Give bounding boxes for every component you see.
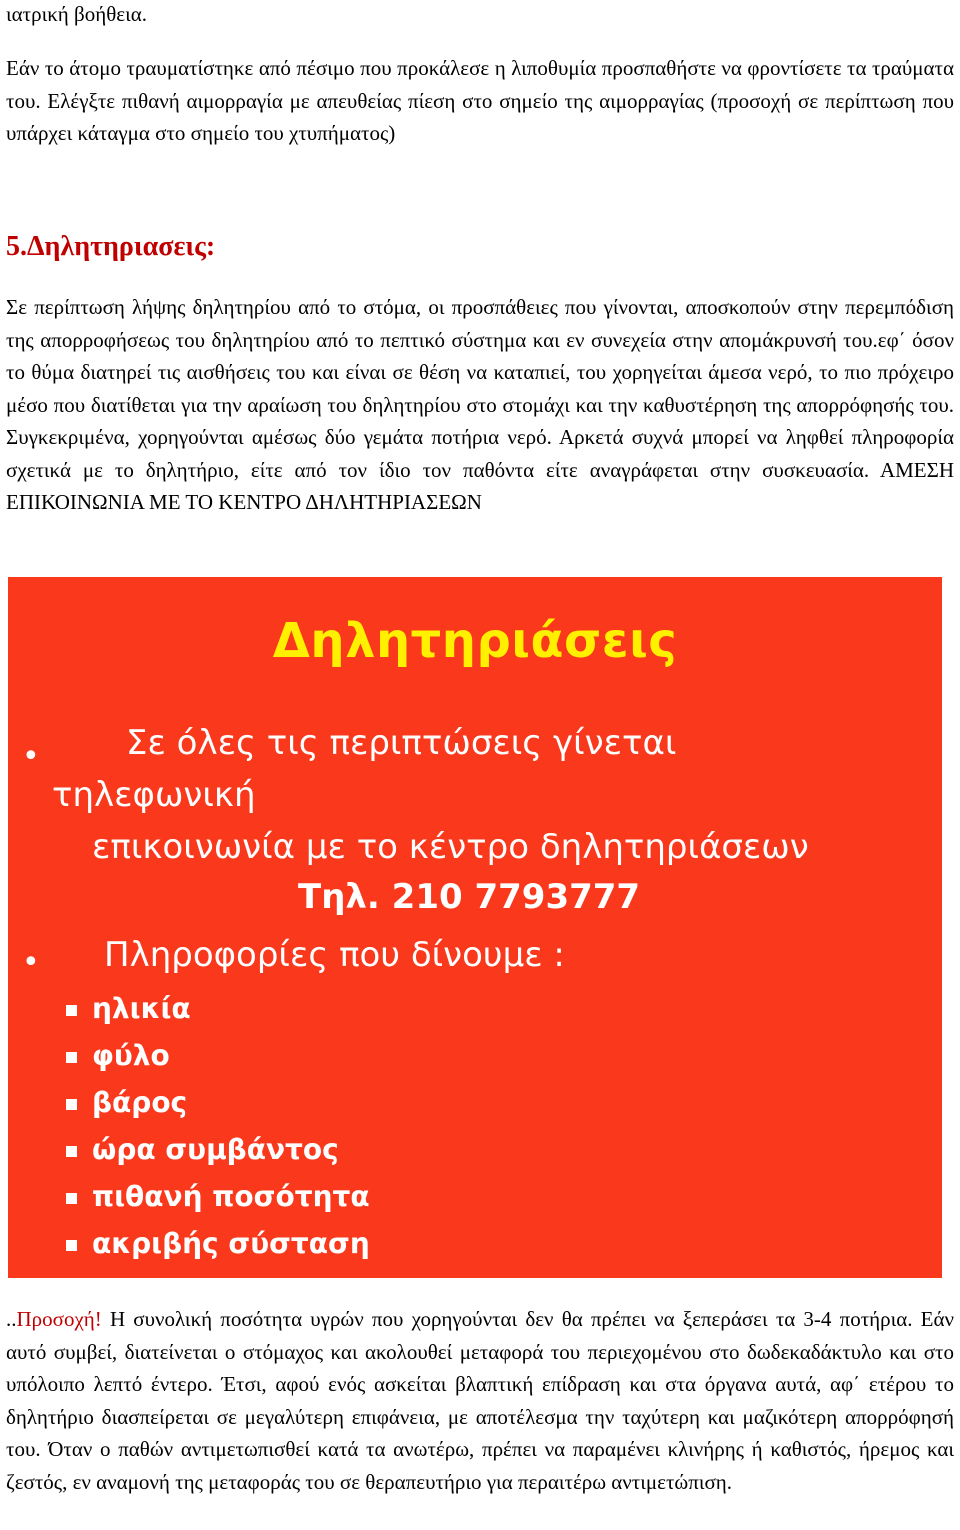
poster-item-composition: ακριβής σύσταση: [92, 1227, 370, 1260]
warning-word: Προσοχή!: [16, 1307, 102, 1331]
poster-line-all-cases: Σε όλες τις περιπτώσεις γίνεται: [126, 723, 677, 763]
poster-item-weight: βάρος: [92, 1086, 188, 1119]
bullet-icon: •: [22, 739, 40, 774]
top-line: ιατρική βοήθεια.: [6, 2, 147, 26]
paragraph-injury: Εάν το άτομο τραυματίστηκε από πέσιμο που προκάλεσε η λιποθυμία προσπαθήστε να φροντίσετε τα τραύματα του. Ελέγξτε πιθανή αιμορραγία με απευθείας πίεση στο σημείο της αιμορραγίας (προσοχή σε περίπτωση που υπάρχει κάταγμα στο σημείο του χτυπήματος): [6, 56, 954, 145]
poster-info-heading: Πληροφορίες που δίνουμε :: [104, 935, 565, 975]
paragraph-warning: [6, 1303, 954, 1498]
poster-item-quantity: πιθανή ποσότητα: [92, 1180, 370, 1213]
paragraph-poisoning: Σε περίπτωση λήψης δηλητηρίου από το στόμα, οι προσπάθειες που γίνονται, αποσκοπούν στην περεμπόδιση της απορροφήσεως του δηλητηρίου από το πεπτικό σύστημα και εν συνεχεία στην απομάκρυνσή του.εφ΄ όσον το θύμα διατηρεί τις αισθήσεις του και είναι σε θέση να καταπιεί, του χορηγείται άμεσα νερό, το πιο πρόχειρο μέσο που διατίθεται για την αραίωση του δηλητηρίου στο στομάχι και την καθυστέρηση της απορρόφησής του. Συγκεκριμένα, χορηγούνται αμέσως δύο γεμάτα ποτήρια νερό. Αρκετά συχνά μπορεί να ληφθεί πληροφορία σχετικά με το δηλητήριο, είτε από τον ίδιο τον παθόντα είτε αναγράφεται στην συσκευασία. ΑΜΕΣΗ ΕΠΙΚΟΙΝΩΝΙΑ ΜΕ ΤΟ ΚΕΝΤΡΟ ΔΗΛΗΤΗΡΙΑΣΕΩΝ: [6, 295, 954, 514]
poster-item-age: ηλικία: [92, 992, 191, 1025]
square-bullet-icon: [66, 1240, 77, 1251]
poster-line-contact: επικοινωνία με το κέντρο δηλητηριάσεων: [92, 827, 809, 867]
warning-prefix: ..: [6, 1307, 17, 1331]
poster-title: Δηλητηριάσεις: [272, 613, 678, 669]
bullet-icon: •: [22, 945, 40, 980]
square-bullet-icon: [66, 1099, 77, 1110]
poster-item-time: ώρα συμβάντος: [92, 1133, 339, 1166]
square-bullet-icon: [66, 1146, 77, 1157]
poster-line-phone: τηλεφωνική: [52, 775, 256, 815]
poster-phone-number: Τηλ. 210 7793777: [298, 877, 641, 917]
square-bullet-icon: [66, 1052, 77, 1063]
square-bullet-icon: [66, 1005, 77, 1016]
section-heading-poisoning: 5.Δηλητηριασεις:: [6, 231, 216, 262]
warning-text: Η συνολική ποσότητα υγρών που χορηγούνται δεν θα πρέπει να ξεπεράσει τα 3-4 ποτήρια. Εάν αυτό συμβεί, διατείνεται ο στόμαχος και ακολουθεί μεταφορά του περιεχομένου στο δωδεκαδάκτυλο και στο υπόλοιπο λεπτό έντερο. Έτσι, αφού ενός ασκείται βλαπτική επίδραση και στα όργανα αυτά, αφ΄ ετέρου το δηλητήριο διασπείρεται σε μεγαλύτερη επιφάνεια, με αποτέλεσμα την ταχύτερη και μαζικότερη απορρόφησή του. Όταν ο παθών αντιμετωπισθεί κατά τα ανωτέρω, πρέπει να παραμένει κλινήρης ή καθιστός, ήρεμος και ζεστός, εν αναμονή της μεταφοράς του σε θεραπευτήριο για περαιτέρω αντιμετώπιση.: [6, 1307, 954, 1494]
poisoning-poster: [8, 577, 942, 1278]
square-bullet-icon: [66, 1193, 77, 1204]
poster-item-sex: φύλο: [92, 1039, 170, 1072]
